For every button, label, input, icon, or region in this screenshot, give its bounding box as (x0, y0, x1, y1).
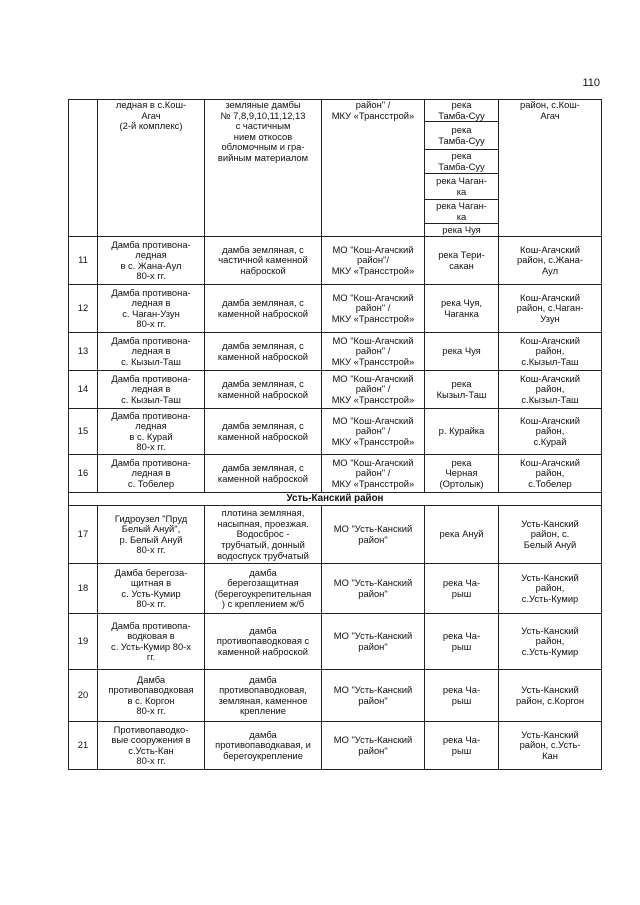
table-row (69, 100, 602, 122)
name-cell (98, 409, 205, 455)
name-line: 80-х гг. (136, 318, 166, 330)
owner-line: МКУ «Трансстрой» (331, 477, 415, 489)
num-cell (69, 614, 98, 670)
river-cell (425, 200, 499, 224)
type-cell (205, 564, 322, 614)
river-line: река (451, 150, 472, 162)
location-line: район, с.Коргон (515, 694, 585, 706)
num-cell (69, 455, 98, 493)
name-line: противопаводковая (108, 684, 194, 696)
name-line: ледная в (131, 297, 171, 309)
location-cell (499, 506, 602, 564)
location-cell (499, 237, 602, 285)
type-cell (205, 614, 322, 670)
type-line: каменной наброской (217, 472, 309, 484)
location-line: с.Усть-Кумир (521, 645, 579, 657)
owner-cell (322, 100, 425, 237)
type-line: дамба (249, 673, 277, 685)
location-cell (499, 333, 602, 371)
owner-line: МКУ «Трансстрой» (331, 435, 415, 447)
owner-line: район" (358, 587, 388, 599)
location-line: с.Курай (533, 435, 567, 447)
river-cell (425, 150, 499, 174)
river-line: рыш (451, 694, 472, 706)
number-text: 14 (77, 383, 89, 395)
owner-cell (322, 614, 425, 670)
type-line: № 7,8,9,10,11,12,13 (220, 109, 306, 121)
type-line: дамба (249, 624, 277, 636)
owner-line: МО "Усть-Канский (333, 734, 413, 746)
type-cell (205, 722, 322, 770)
num-cell (69, 506, 98, 564)
table-row (69, 285, 602, 333)
river-line: река Ча- (442, 630, 481, 642)
number-text: 19 (77, 635, 89, 647)
name-cell (98, 237, 205, 285)
owner-line: МКУ «Трансстрой» (331, 109, 415, 121)
owner-line: МКУ «Трансстрой» (331, 355, 415, 367)
name-cell (98, 564, 205, 614)
name-line: 80-х гг. (136, 441, 166, 453)
river-line: река Тери- (438, 249, 485, 261)
location-line: Усть-Канский (521, 517, 579, 529)
owner-line: район" / (355, 425, 391, 437)
river-cell (425, 122, 499, 150)
type-line: обломочным и гра- (221, 141, 305, 153)
owner-line: район" / (355, 345, 391, 357)
name-line: 80-х гг. (136, 705, 166, 717)
owner-line: МО "Усть-Канский (333, 523, 413, 535)
river-cell (425, 333, 499, 371)
name-line: в с. Коргон (127, 694, 175, 706)
name-line: ледная в (131, 467, 171, 479)
owner-cell (322, 564, 425, 614)
name-line: 80-х гг. (136, 270, 166, 282)
owner-cell (322, 670, 425, 722)
type-cell (205, 371, 322, 409)
num-cell (69, 333, 98, 371)
type-line: земляная, каменное (218, 694, 308, 706)
num-cell (69, 100, 98, 237)
river-line: река (451, 99, 472, 110)
name-cell (98, 614, 205, 670)
table-row (69, 506, 602, 564)
owner-cell (322, 237, 425, 285)
type-cell (205, 409, 322, 455)
name-line: с.Усть-Кан (128, 744, 174, 756)
name-line: 80-х гг. (136, 598, 166, 610)
location-line: с.Кызыл-Таш (521, 355, 579, 367)
owner-cell (322, 722, 425, 770)
owner-line: район" (358, 744, 388, 756)
name-cell (98, 455, 205, 493)
owner-line: МО "Усть-Канский (333, 630, 413, 642)
owner-line: район" / (355, 302, 391, 314)
river-line: сакан (449, 259, 474, 271)
name-line: ледная (135, 420, 167, 432)
type-line: противопаводковая, (219, 684, 307, 696)
structures-table (68, 99, 602, 770)
owner-cell (322, 333, 425, 371)
table-row (69, 493, 602, 506)
river-cell (425, 564, 499, 614)
owner-cell (322, 506, 425, 564)
num-cell (69, 409, 98, 455)
name-line: в с. Жана-Аул (120, 259, 182, 271)
location-line: район, с.Кош- (520, 99, 580, 110)
river-line: река Чуя (442, 345, 481, 357)
owner-line: район" / (355, 99, 391, 110)
type-line: берегозащитная (227, 577, 299, 589)
river-line: Кызыл-Таш (436, 388, 487, 400)
table-row (69, 670, 602, 722)
name-line: Дамба противона- (111, 286, 191, 298)
type-line: водоспуск трубчатый (217, 549, 309, 561)
number-text: 18 (77, 582, 89, 594)
river-cell (425, 237, 499, 285)
river-line: Тамба-Суу (438, 109, 485, 121)
river-line: река Чуя, (440, 297, 483, 309)
type-cell (205, 670, 322, 722)
river-cell (425, 722, 499, 770)
name-line: Белый Ануй", (121, 523, 181, 535)
type-line: каменной наброской (217, 430, 309, 442)
location-line: Усть-Канский (521, 684, 579, 696)
location-line: Кош-Агачский (520, 372, 580, 384)
location-line: Аул (541, 264, 559, 276)
type-line: нием откосов (233, 130, 293, 142)
type-line: дамба земляная, с (222, 243, 304, 255)
location-line: Узун (540, 312, 560, 324)
number-text: 13 (77, 345, 89, 357)
river-line: река Чаган- (436, 175, 487, 187)
page-number: 110 (582, 77, 600, 89)
name-line: Дамба противона- (111, 456, 191, 468)
name-line: Дамба противона- (111, 238, 191, 250)
location-cell (499, 614, 602, 670)
table-row (69, 371, 602, 409)
type-line: противопаводкавая, и (215, 739, 311, 751)
owner-cell (322, 285, 425, 333)
location-cell (499, 564, 602, 614)
location-line: Усть-Канский (521, 624, 579, 636)
name-line: (2-й комплекс) (119, 120, 183, 132)
location-line: район, (535, 467, 565, 479)
num-cell (69, 285, 98, 333)
type-line: дамба (249, 566, 277, 578)
number-text: 16 (77, 467, 89, 479)
type-cell (205, 455, 322, 493)
type-line: дамба земляная, с (222, 378, 304, 390)
location-line: Кош-Агачский (520, 291, 580, 303)
river-line: рыш (451, 587, 472, 599)
location-line: с.Тобелер (528, 477, 572, 489)
name-line: вые сооружения в (111, 734, 191, 746)
location-line: Кош-Агачский (520, 243, 580, 255)
location-line: Усть-Канский (521, 728, 579, 740)
river-line: река Ча- (442, 577, 481, 589)
table-row (69, 564, 602, 614)
river-line: река Ча- (442, 734, 481, 746)
location-line: Кош-Агачский (520, 456, 580, 468)
name-cell (98, 285, 205, 333)
owner-line: район" (358, 694, 388, 706)
table-row (69, 455, 602, 493)
table-body-kosh-agach (69, 237, 602, 493)
name-cell (98, 722, 205, 770)
name-line: гг. (146, 651, 156, 663)
table-row (69, 237, 602, 285)
num-cell (69, 237, 98, 285)
num-cell (69, 564, 98, 614)
owner-line: район" (358, 640, 388, 652)
owner-line: МО "Кош-Агачский (332, 334, 414, 346)
location-line: район, (535, 582, 565, 594)
name-line: Агач (141, 109, 161, 121)
location-cell (499, 285, 602, 333)
name-line: ледная в (131, 383, 171, 395)
name-line: Дамба противона- (111, 409, 191, 421)
river-line: (Ортолык) (439, 477, 484, 489)
river-line: рыш (451, 744, 472, 756)
location-line: Кан (542, 749, 558, 761)
name-line: ледная (135, 249, 167, 261)
river-cell (425, 409, 499, 455)
river-cell (425, 614, 499, 670)
owner-cell (322, 455, 425, 493)
table-body (69, 100, 602, 237)
type-cell (205, 506, 322, 564)
name-line: Дамба противопа- (111, 619, 191, 631)
owner-cell (322, 371, 425, 409)
river-cell (425, 371, 499, 409)
owner-line: район"/ (357, 254, 389, 266)
table-body-ust-kan (69, 506, 602, 770)
river-line: Тамба-Суу (438, 160, 485, 172)
river-line: река Ануй (439, 528, 484, 540)
number-text: 12 (77, 302, 89, 314)
table-row (69, 409, 602, 455)
name-line: Дамба противона- (111, 372, 191, 384)
table-row (69, 333, 602, 371)
owner-line: МО "Усть-Канский (333, 684, 413, 696)
type-line: дамба земляная, с (222, 462, 304, 474)
table-row (69, 614, 602, 670)
name-line: Гидроузел "Пруд (114, 512, 188, 524)
location-cell (499, 100, 602, 237)
river-line: р. Курайка (438, 425, 485, 437)
owner-line: район" (358, 533, 388, 545)
number-text: 17 (77, 528, 89, 540)
name-line: р. Белый Ануй (119, 533, 183, 545)
location-line: Кош-Агачский (520, 334, 580, 346)
location-line: район, с.Жана- (516, 254, 584, 266)
river-line: река Ча- (442, 684, 481, 696)
type-line: вийным материалом (217, 151, 309, 163)
type-line: с частичным (235, 120, 291, 132)
location-line: район, (535, 345, 565, 357)
num-cell (69, 670, 98, 722)
number-text: 15 (77, 425, 89, 437)
location-line: район, с. (530, 528, 570, 540)
river-line: Тамба-Суу (438, 134, 485, 146)
name-line: 80-х гг. (136, 755, 166, 767)
type-line: ) с креплением ж/б (221, 598, 305, 610)
name-line: с. Тобелер (127, 477, 175, 489)
type-line: дамба земляная, с (222, 420, 304, 432)
owner-cell (322, 409, 425, 455)
name-cell (98, 100, 205, 237)
owner-line: район" / (355, 383, 391, 395)
type-line: земляные дамбы (225, 99, 301, 110)
section-header (69, 493, 602, 506)
river-cell (425, 100, 499, 122)
name-line: ледная в (131, 345, 171, 357)
owner-line: МКУ «Трансстрой» (331, 312, 415, 324)
location-cell (499, 371, 602, 409)
num-cell (69, 722, 98, 770)
location-cell (499, 670, 602, 722)
type-line: крепление (240, 705, 286, 717)
river-line: река (451, 456, 472, 468)
name-line: в с. Курай (129, 430, 173, 442)
owner-line: МО "Кош-Агачский (332, 291, 414, 303)
name-line: Дамба противона- (111, 334, 191, 346)
number-text: 21 (77, 739, 89, 751)
owner-line: МО "Кош-Агачский (332, 372, 414, 384)
number-text: 20 (77, 689, 89, 701)
river-line: Черная (445, 467, 478, 479)
river-line: ка (456, 210, 467, 222)
name-line: 80-х гг. (136, 544, 166, 556)
river-line: река (451, 124, 472, 136)
name-line: Дамба берегоза- (114, 566, 188, 578)
river-line: ка (456, 185, 467, 197)
location-cell (499, 409, 602, 455)
type-line: наброской (240, 264, 286, 276)
river-cell (425, 670, 499, 722)
location-line: Агач (540, 109, 560, 121)
type-line: частичной каменной (218, 254, 308, 266)
river-cell (425, 285, 499, 333)
location-line: район, (535, 635, 565, 647)
name-line: с. Усть-Кумир 80-х (111, 640, 191, 652)
location-line: Кош-Агачский (520, 414, 580, 426)
name-cell (98, 371, 205, 409)
location-line: Белый Ануй (523, 538, 577, 550)
name-line: с. Усть-Кумир (121, 587, 181, 599)
name-cell (98, 506, 205, 564)
name-line: с. Кызыл-Таш (121, 393, 181, 405)
location-line: район, с.Усть- (519, 739, 581, 751)
type-line: Водосброс - (236, 528, 290, 540)
location-line: район, (535, 425, 565, 437)
location-line: с.Усть-Кумир (521, 592, 579, 604)
location-line: район, (535, 383, 565, 395)
name-line: водковая в (127, 630, 175, 642)
river-line: рыш (451, 640, 472, 652)
river-cell (425, 506, 499, 564)
type-line: каменной наброской (217, 388, 309, 400)
num-cell (69, 371, 98, 409)
type-cell (205, 100, 322, 237)
name-line: с. Кызыл-Таш (121, 355, 181, 367)
type-cell (205, 237, 322, 285)
type-line: дамба земляная, с (222, 340, 304, 352)
river-line: река Чуя (442, 223, 481, 235)
name-cell (98, 333, 205, 371)
name-cell (98, 670, 205, 722)
owner-line: МКУ «Трансстрой» (331, 264, 415, 276)
section-title: Усть-Канский район (69, 493, 602, 506)
river-cell (425, 224, 499, 237)
name-line: Дамба (136, 673, 166, 685)
name-line: Противопаводко- (113, 723, 189, 735)
location-line: Усть-Канский (521, 571, 579, 583)
location-cell (499, 455, 602, 493)
type-line: каменной наброской (217, 307, 309, 319)
type-line: каменной наброской (217, 350, 309, 362)
location-line: с.Кызыл-Таш (521, 393, 579, 405)
owner-line: МКУ «Трансстрой» (331, 393, 415, 405)
type-line: насыпная, проезжая. (217, 517, 309, 529)
river-cell (425, 174, 499, 200)
type-cell (205, 333, 322, 371)
type-cell (205, 285, 322, 333)
type-line: плотина земляная, (221, 507, 305, 519)
river-line: река (451, 378, 472, 390)
name-line: с. Чаган-Узун (122, 307, 180, 319)
location-cell (499, 722, 602, 770)
owner-line: МО "Кош-Агачский (332, 456, 414, 468)
river-line: река Чаган- (436, 200, 487, 212)
river-line: Чаганка (444, 307, 479, 319)
type-line: берегоукрепление (223, 749, 303, 761)
river-cell (425, 455, 499, 493)
owner-line: МО "Кош-Агачский (332, 414, 414, 426)
location-line: район, с.Чаган- (516, 302, 584, 314)
type-line: дамба (249, 728, 277, 740)
name-line: щитная в (130, 577, 172, 589)
owner-line: МО "Усть-Канский (333, 577, 413, 589)
name-line: ледная в с.Кош- (115, 99, 187, 110)
type-line: дамба земляная, с (222, 297, 304, 309)
number-text: 11 (78, 254, 88, 266)
owner-line: район" / (355, 467, 391, 479)
table-row (69, 722, 602, 770)
type-line: трубчатый, донный (221, 538, 305, 550)
type-line: противопаводковая с (216, 635, 310, 647)
owner-line: МО "Кош-Агачский (332, 243, 414, 255)
type-line: каменной наброской (217, 645, 309, 657)
type-line: (берегоукрепительная (214, 587, 312, 599)
